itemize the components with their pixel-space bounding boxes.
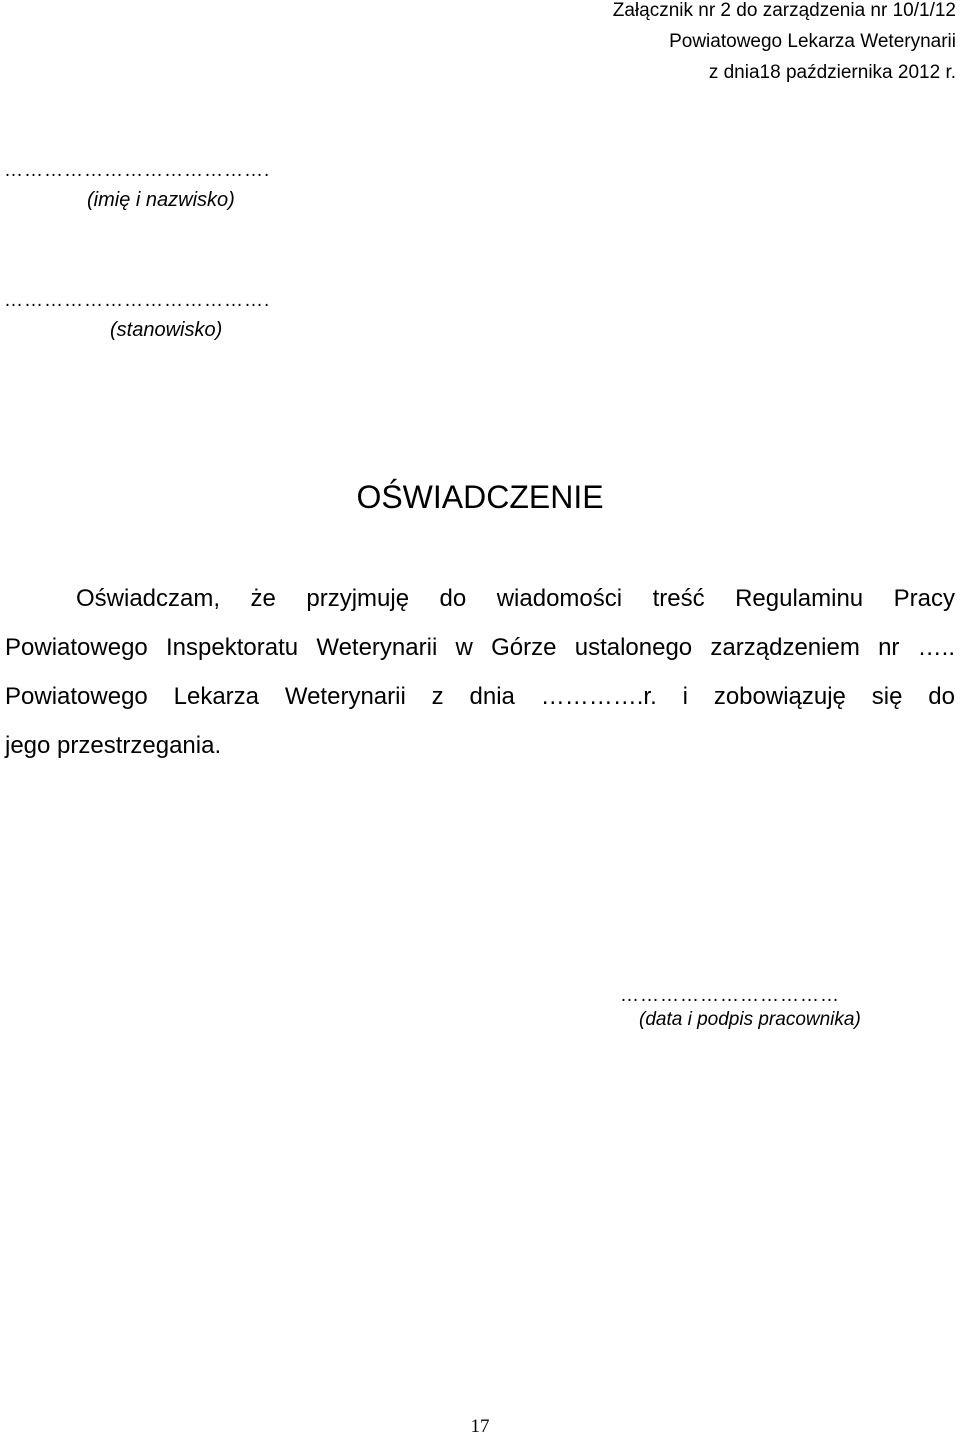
attachment-header-line-2: Powiatowego Lekarza Weterynarii	[669, 31, 956, 52]
attachment-header-line-1: Załącznik nr 2 do zarządzenia nr 10/1/12	[612, 0, 956, 21]
page-number: 17	[470, 1416, 490, 1437]
position-caption: (stanowisko)	[110, 319, 223, 341]
position-fill-line: ………………………………….	[4, 290, 271, 311]
attachment-header-line-3: z dnia18 października 2012 r.	[708, 62, 956, 83]
statement-line-2: Powiatowego Inspektoratu Weterynarii w Górze ustalonego zarządzeniem nr …..	[5, 634, 955, 661]
statement-line-3: Powiatowego Lekarza Weterynarii z dnia ………….r. i zobowiązuję się do	[5, 683, 955, 710]
signature-caption: (data i podpis pracownika)	[639, 1009, 861, 1030]
statement-line-1: Oświadczam, że przyjmuję do wiadomości treść Regulaminu Pracy	[76, 585, 955, 612]
signature-fill-line: ……………………………	[620, 985, 840, 1006]
name-caption: (imię i nazwisko)	[87, 189, 235, 211]
name-fill-line: ………………………………….	[4, 160, 271, 181]
statement-line-4: jego przestrzegania.	[5, 732, 222, 759]
document-title: OŚWIADCZENIE	[356, 479, 604, 515]
